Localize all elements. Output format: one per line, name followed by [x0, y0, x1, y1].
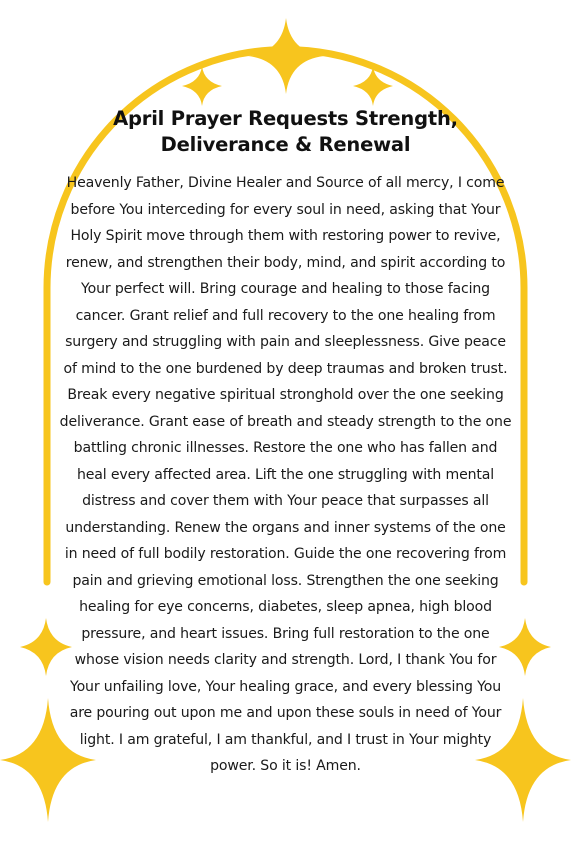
sparkle-icon	[248, 18, 324, 94]
page-title: April Prayer Requests Strength, Deliverance & Renewal	[113, 107, 458, 156]
prayer-text: Heavenly Father, Divine Healer and Source of all mercy, I come before You interceding for every soul in need, asking that Your Holy Spirit move through them with restoring power to revive, renew, and strengthen their body, mind, and spirit according to Your perfect will. Bring courage and healing to those facing cancer. Grant relief and full recovery to the one healing from surgery and struggling with pain and sleeplessness. Give peace of mind to the one burdened by deep traumas and broken trust. Break every negative spiritual stronghold over the one seeking deliverance. Grant ease of breath and steady strength to the one battling chronic illnesses. Restore the one who has fallen and heal every affected area. Lift the one struggling with mental distress and cover them with Your peace that surpasses all understanding. Renew the organs and inner systems of the one in need of full bodily restoration. Guide the one recovering from pain and grieving emotional loss. Strengthen the one seeking healing for eye concerns, diabetes, sleep apnea, high blood pressure, and heart issues. Bring full restoration to the one whose vision needs clarity and strength. Lord, I thank You for Your unfailing love, Your healing grace, and every blessing You are pouring out upon me and upon these souls in need of Your light. I am grateful, I am thankful, and I trust in Your mighty power. So it is! Amen.	[59, 175, 512, 774]
